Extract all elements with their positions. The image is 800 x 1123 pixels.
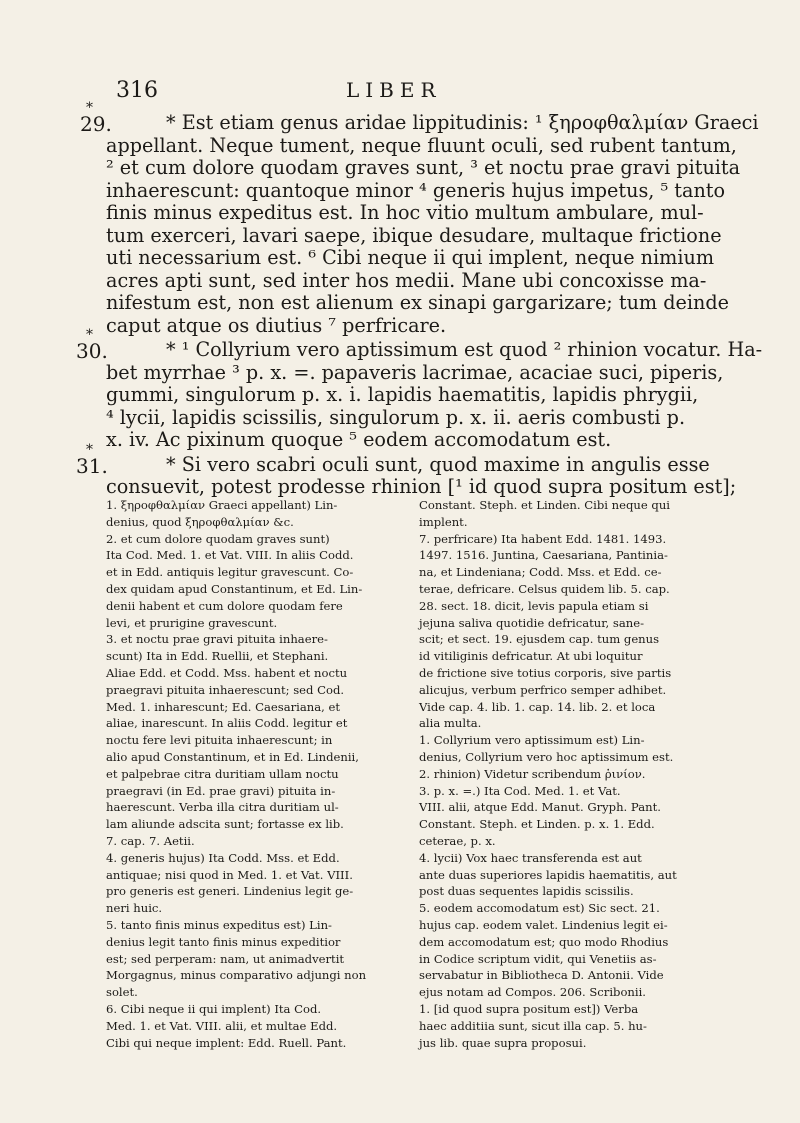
footnote-line: hujus cap. eodem valet. Lindenius legit ei- bbox=[419, 917, 668, 932]
footnote-line: 2. et cum dolore quodam graves sunt) bbox=[106, 531, 330, 546]
text-line: ² et cum dolore quodam graves sunt, ³ et noctu prae gravi pituita bbox=[106, 156, 741, 179]
footnote-line: de frictione sive totius corporis, sive partis bbox=[419, 665, 672, 680]
footnote-line: 28. sect. 18. dicit, levis papula etiam si bbox=[419, 598, 649, 613]
running-title: LIBER bbox=[346, 78, 442, 102]
text-line: finis minus expeditus est. In hoc vitio multum ambulare, mul- bbox=[106, 201, 704, 224]
footnote-line: levi, et prurigine gravescunt. bbox=[106, 615, 278, 630]
footnotes-left-column bbox=[106, 498, 406, 1052]
text-line: consuevit, potest prodesse rhinion [¹ id quod supra positum est]; bbox=[106, 475, 737, 498]
text-line: gummi, singulorum p. x. i. lapidis haematitis, lapidis phrygii, bbox=[106, 383, 699, 406]
footnotes bbox=[106, 498, 734, 1052]
footnote-line: 7. perfricare) Ita habent Edd. 1481. 1493. bbox=[419, 531, 667, 546]
footnote-line: 3. p. x. =.) Ita Cod. Med. 1. et Vat. bbox=[419, 783, 621, 798]
footnote-line: denius legit tanto finis minus expeditior bbox=[106, 934, 341, 949]
footnote-line: 2. rhinion) Videtur scribendum ῥινίον. bbox=[419, 766, 646, 781]
footnote-line: haerescunt. Verba illa citra duritiam ul- bbox=[106, 800, 339, 815]
footnote-line: na, et Lindeniana; Codd. Mss. et Edd. ce- bbox=[419, 565, 662, 580]
footnote-line: VIII. alii, atque Edd. Manut. Gryph. Pant. bbox=[419, 800, 661, 815]
text-line: ⁴ lycii, lapidis scissilis, singulorum p. x. ii. aeris combusti p. bbox=[106, 405, 686, 429]
footnote-line: 6. Cibi neque ii qui implent) Ita Cod. bbox=[106, 1001, 322, 1016]
text-line: x. iv. Ac pixinum quoque ⁵ eodem accomodatum est. bbox=[106, 428, 612, 451]
footnote-line: aliae, inarescunt. In aliis Codd. legitur et bbox=[106, 716, 348, 731]
footnote-line: alicujus, verbum perfrico semper adhibet. bbox=[419, 682, 667, 697]
text-line: * Si vero scabri oculi sunt, quod maxime in angulis esse bbox=[166, 452, 710, 476]
section-30: * 30. * ¹ Collyrium vero aptissimum est quod ² rhinion vocatur. Ha- bet myrrhae ³ p. x. =. papaveris lacrimae, acaciae suci, piperis, gummi, singulorum p. x. i. lapidis haematitis, lapidis phrygii, ⁴ lycii, lapidis scissilis, singulorum p. x. ii. aeris combusti p. x. iv. Ac pixinum quoque ⁵ eodem accomodatum est. bbox=[0, 339, 800, 452]
section-29: * 29. * Est etiam genus aridae lippitudinis: ¹ ξηροφθαλμίαν Graeci appellant. Neque tument, neque fluunt oculi, sed rubent tantum, ² et cum dolore quodam graves sunt, ³ et noctu prae gravi pituita inhaerescunt: quantoque minor ⁴ generis hujus impetus, ⁵ tanto finis minus expeditus est. In hoc vitio multum ambulare, mul- tum exerceri, lavari saepe, ibique desudare, multaque frictione uti necessarium est. ⁶ Cibi neque ii qui implent, neque nimium acres apti sunt, sed inter hos medii. Mane ubi concoxisse ma- nifestum est, non est alienum ex sinapi gargarizare; tum deinde caput atque os diutius ⁷ perfricare. bbox=[0, 112, 800, 337]
footnote-line: Med. 1. et Vat. VIII. alii, et multae Edd. bbox=[106, 1018, 338, 1033]
text-line: caput atque os diutius ⁷ perfricare. bbox=[106, 313, 447, 337]
footnote-line: denius, Collyrium vero hoc aptissimum est. bbox=[419, 749, 674, 764]
text-line: nifestum est, non est alienum ex sinapi gargarizare; tum deinde bbox=[106, 291, 729, 314]
section-number: 29. bbox=[80, 112, 112, 136]
footnote-line: pro generis est generi. Lindenius legit ge- bbox=[106, 884, 354, 899]
footnote-line: alio apud Constantinum, et in Ed. Lindenii, bbox=[106, 749, 359, 764]
page-number: 316 bbox=[116, 78, 158, 103]
footnote-line: servabatur in Bibliotheca D. Antonii. Vide bbox=[419, 968, 664, 983]
text-line: * Est etiam genus aridae lippitudinis: ¹ ξηροφθαλμίαν Graeci bbox=[166, 111, 759, 134]
main-text bbox=[0, 100, 800, 499]
footnote-line: dex quidam apud Constantinum, et Ed. Lin- bbox=[106, 581, 363, 596]
footnote-line: scit; et sect. 19. ejusdem cap. tum genus bbox=[419, 632, 660, 647]
footnote-line: est; sed perperam: nam, ut animadvertit bbox=[106, 951, 345, 966]
footnotes-right-column bbox=[419, 498, 734, 1052]
text-line: acres apti sunt, sed inter hos medii. Mane ubi concoxisse ma- bbox=[106, 268, 707, 292]
footnote-line: haec additiia sunt, sicut illa cap. 5. hu- bbox=[419, 1018, 647, 1033]
footnote-line: 7. cap. 7. Aetii. bbox=[106, 833, 195, 848]
footnote-line: implent. bbox=[419, 514, 468, 529]
footnote-line: praegravi (in Ed. prae gravi) pituita in- bbox=[106, 783, 336, 798]
footnote-line: 1. Collyrium vero aptissimum est) Lin- bbox=[419, 733, 645, 748]
footnote-line: et palpebrae citra duritiam ullam noctu bbox=[106, 766, 339, 781]
footnote-line: 1. ξηροφθαλμίαν Graeci appellant) Lin- bbox=[106, 498, 338, 512]
footnote-line: 5. tanto finis minus expeditus est) Lin- bbox=[106, 917, 332, 932]
footnote-line: 3. et noctu prae gravi pituita inhaere- bbox=[106, 632, 328, 647]
footnote-line: Constant. Steph. et Linden. Cibi neque qui bbox=[419, 498, 671, 512]
footnote-line: dem accomodatum est; quo modo Rhodius bbox=[419, 934, 669, 949]
section-number: 30. bbox=[76, 339, 108, 363]
footnote-line: denius, quod ξηροφθαλμίαν &c. bbox=[106, 514, 294, 529]
text-line: * ¹ Collyrium vero aptissimum est quod ² rhinion vocatur. Ha- bbox=[166, 338, 763, 361]
footnote-line: Ita Cod. Med. 1. et Vat. VIII. In aliis Codd. bbox=[106, 548, 354, 563]
footnote-line: 4. lycii) Vox haec transferenda est aut bbox=[419, 850, 642, 865]
footnote-line: antiquae; nisi quod in Med. 1. et Vat. VIII. bbox=[106, 867, 353, 882]
footnote-line: jus lib. quae supra proposui. bbox=[419, 1035, 587, 1050]
footnote-line: 5. eodem accomodatum est) Sic sect. 21. bbox=[419, 901, 660, 916]
footnote-line: Morgagnus, minus comparativo adjungi non bbox=[106, 968, 367, 983]
footnote-line: Aliae Edd. et Codd. Mss. habent et noctu bbox=[106, 665, 348, 680]
footnote-line: post duas sequentes lapidis scissilis. bbox=[419, 884, 634, 899]
footnote-line: lam aliunde adscita sunt; fortasse ex lib. bbox=[106, 817, 344, 832]
footnote-line: jejuna saliva quotidie defricatur, sane- bbox=[419, 615, 645, 630]
footnote-line: denii habent et cum dolore quodam fere bbox=[106, 598, 343, 613]
footnote-line: praegravi pituita inhaerescunt; sed Cod. bbox=[106, 682, 345, 697]
text-line: appellant. Neque tument, neque fluunt oculi, sed rubent tantum, bbox=[106, 133, 737, 157]
footnote-line: noctu fere levi pituita inhaerescunt; in bbox=[106, 733, 333, 748]
footnote-line: ejus notam ad Compos. 206. Scribonii. bbox=[419, 985, 646, 1000]
text-line: bet myrrhae ³ p. x. =. papaveris lacrimae, acaciae suci, piperis, bbox=[106, 360, 724, 384]
footnote-line: 1. [id quod supra positum est]) Verba bbox=[419, 1001, 639, 1016]
footnote-line: scunt) Ita in Edd. Ruellii, et Stephani. bbox=[106, 649, 329, 664]
footnote-line: 4. generis hujus) Ita Codd. Mss. et Edd. bbox=[106, 850, 340, 865]
footnote-line: ceterae, p. x. bbox=[419, 833, 496, 848]
footnote-line: id vitiliginis defricatur. At ubi loquitur bbox=[419, 649, 643, 664]
footnote-line: solet. bbox=[106, 985, 138, 1000]
footnote-line: neri huic. bbox=[106, 901, 163, 916]
section-number: 31. bbox=[76, 453, 108, 478]
footnote-line: Med. 1. inharescunt; Ed. Caesariana, et bbox=[106, 699, 341, 714]
footnote-line: in Codice scriptum vidit, qui Venetiis as- bbox=[419, 951, 657, 966]
footnote-line: alia multa. bbox=[419, 716, 482, 731]
text-line: inhaerescunt: quantoque minor ⁴ generis hujus impetus, ⁵ tanto bbox=[106, 178, 726, 202]
footnote-line: terae, defricare. Celsus quidem lib. 5. cap. bbox=[419, 581, 670, 596]
footnote-line: Vide cap. 4. lib. 1. cap. 14. lib. 2. et loca bbox=[419, 699, 656, 714]
text-line: uti necessarium est. ⁶ Cibi neque ii qui implent, neque nimium bbox=[106, 246, 715, 269]
section-31: * 31. * Si vero scabri oculi sunt, quod maxime in angulis esse consuevit, potest prodesse rhinion [¹ id quod supra positum est]; bbox=[0, 454, 800, 499]
footnote-line: 1497. 1516. Juntina, Caesariana, Pantinia- bbox=[419, 548, 668, 563]
text-line: tum exerceri, lavari saepe, ibique desudare, multaque frictione bbox=[106, 223, 722, 247]
footnote-line: et in Edd. antiquis legitur gravescunt. Co- bbox=[106, 565, 354, 580]
footnote-line: Constant. Steph. et Linden. p. x. 1. Edd. bbox=[419, 817, 655, 832]
page-header bbox=[116, 78, 740, 108]
footnote-line: Cibi qui neque implent: Edd. Ruell. Pant. bbox=[106, 1035, 347, 1050]
footnote-line: ante duas superiores lapidis haematitis, aut bbox=[419, 867, 677, 882]
